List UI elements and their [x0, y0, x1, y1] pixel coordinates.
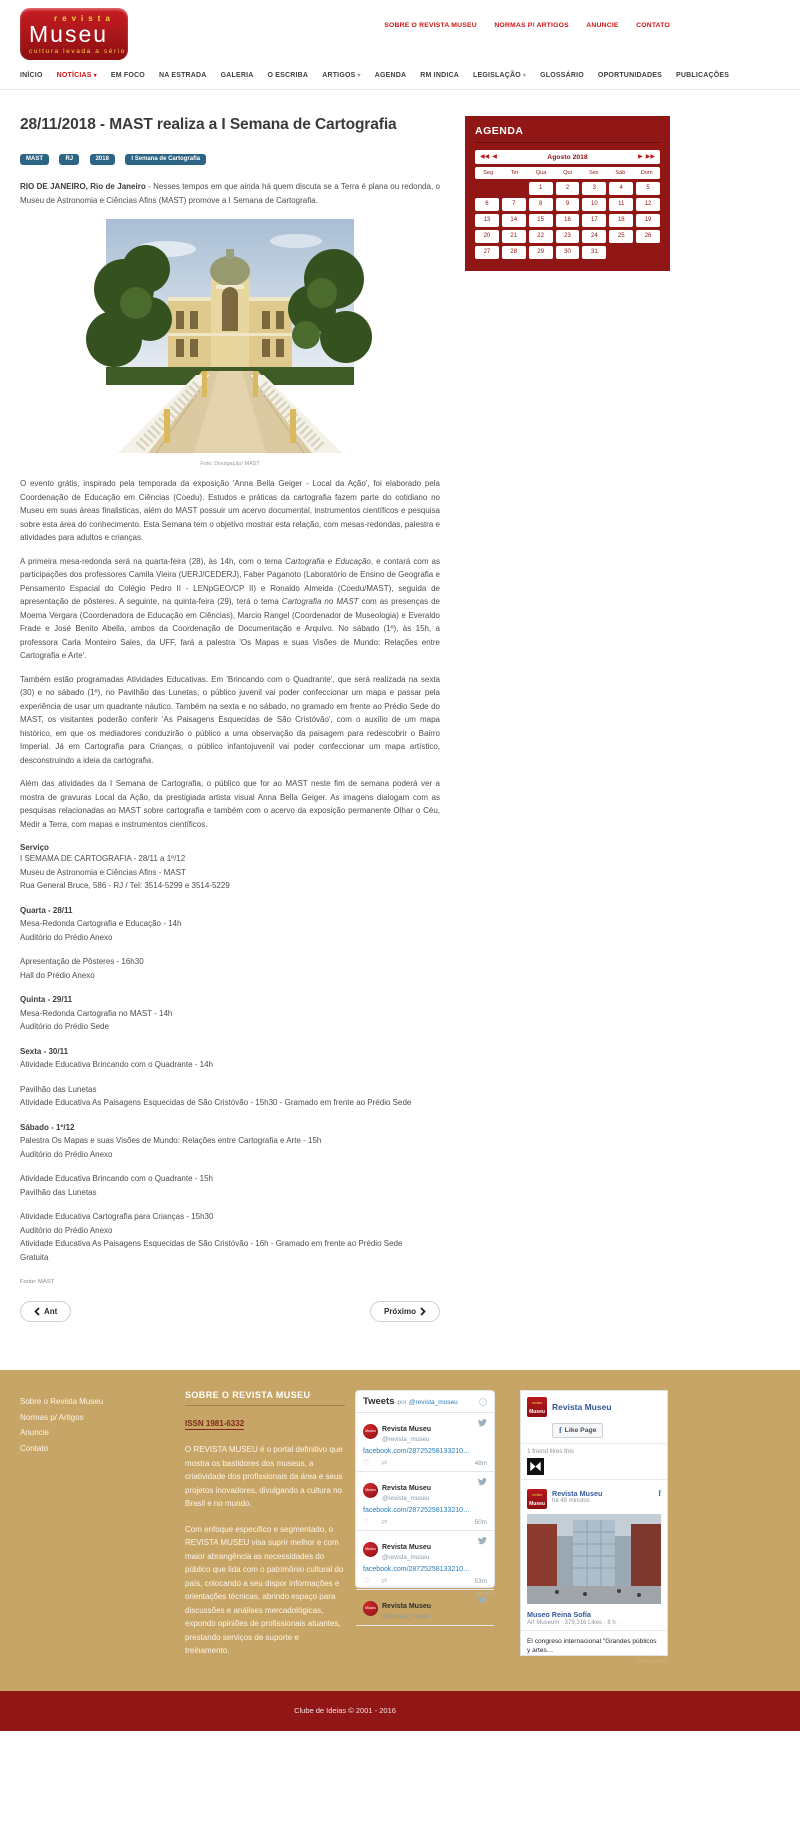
calendar-next-month-icon[interactable]: ▶: [638, 154, 643, 160]
nav-na-estrada[interactable]: NA ESTRADA: [158, 72, 207, 79]
calendar-day[interactable]: 21: [502, 230, 526, 243]
tweet: Museu Revista Museu @revista_museu facebook.com/28725258133210… ♡ ⇄ 48m: [356, 1413, 494, 1472]
nav-legislacao[interactable]: LEGISLAÇÃO ▾: [473, 72, 527, 79]
calendar-day[interactable]: 15: [529, 214, 553, 227]
calendar-nav: [475, 150, 660, 164]
issn-link[interactable]: ISSN 1981-6332: [185, 1419, 245, 1428]
calendar-grid: [475, 182, 660, 259]
avatar: Museu: [363, 1424, 378, 1439]
calendar-day[interactable]: 28: [502, 246, 526, 259]
calendar-day[interactable]: 17: [582, 214, 606, 227]
facebook-widget: [520, 1390, 668, 1665]
schedule-group: Pavilhão das Lunetas Atividade Educativa As Paisagens Esquecidas de São Cristóvão - 15h30 - Gramado em frente ao Prédio Sede: [20, 1084, 412, 1107]
prev-button[interactable]: Ant: [20, 1301, 71, 1322]
tweet-timestamp[interactable]: 48m: [474, 1459, 487, 1467]
calendar-day[interactable]: 18: [609, 214, 633, 227]
pager: [20, 1301, 440, 1322]
chevron-down-icon: ▾: [522, 73, 527, 79]
service-heading: Serviço: [20, 843, 49, 852]
calendar-day[interactable]: 23: [556, 230, 580, 243]
next-button[interactable]: Próximo: [370, 1301, 440, 1322]
nav-artigos[interactable]: ARTIGOS ▾: [322, 72, 361, 79]
calendar-day[interactable]: 6: [475, 198, 499, 211]
footer-link-normas[interactable]: Normas p/ Artigos: [20, 1412, 84, 1422]
calendar-day[interactable]: 29: [529, 246, 553, 259]
calendar-day[interactable]: 2: [556, 182, 580, 195]
post-image[interactable]: [527, 1514, 661, 1606]
calendar-day[interactable]: 27: [475, 246, 499, 259]
facebook-f-icon: f: [559, 1426, 562, 1435]
nav-publicacoes[interactable]: PUBLICAÇÕES: [675, 72, 730, 79]
footer-links: [20, 1390, 170, 1456]
tweet-link[interactable]: facebook.com/28725258133210…: [363, 1448, 471, 1455]
share-icon[interactable]: ⇄: [381, 1519, 388, 1526]
calendar-day[interactable]: 14: [502, 214, 526, 227]
chevron-left-icon: [34, 1307, 40, 1316]
photo-caption: Foto: Divulgação/ MAST: [200, 461, 260, 467]
place-meta: Art Museum · 379,316 Likes · 8 h ·: [527, 1620, 620, 1626]
info-icon[interactable]: i: [479, 1398, 487, 1406]
article-paragraph: A primeira mesa-redonda será na quarta-feira (28), às 14h, com o tema Cartografia e Educação, e contará com as participações dos professores Camila Vieira (UERJ/CEDERJ), Faber Paganoto (Laboratório de Ensino de Geografia e Pensamento Espacial do Colégio Pedro II - LENpGEO/CP II) e Ronaldo Almeida (Coedu/MAST), seguida de apresentação de pôsteres. A seguinte, na quinta-feira (29), terá o tema Cartografia no MAST com as presenças de Moema Vergara (Coordenadora de Educação em Ciências), Marcio Rangel (Coordenador de Museologia) e Everaldo Frade e José Benito Abella, ambos da Coordenação de Documentação e Arquivo. No sábado (1º), às 15h, a professora Carla Monteiro Sales, da UFF, fará a palestra 'Os Mapas e suas Visões de Mundo: Relações entre Cartografia e Arte'.: [20, 556, 441, 660]
tweet-link[interactable]: facebook.com/28725258133210…: [363, 1566, 471, 1573]
tweet: Museu Revista Museu @revista_museu facebook.com/28725258133210… ♡ ⇄ 53m: [356, 1531, 494, 1590]
nav-inicio[interactable]: INÍCIO: [20, 72, 43, 79]
service-line: Rua General Bruce, 586 - RJ / Tel: 3514-5299 e 3514-5229: [20, 881, 230, 890]
friend-avatar[interactable]: [527, 1458, 544, 1475]
calendar-cell: [475, 182, 499, 195]
footer-link-sobre[interactable]: Sobre o Revista Museu: [20, 1397, 104, 1406]
footer-link-contato[interactable]: Contato: [20, 1443, 49, 1453]
copyright-bar: [0, 1691, 800, 1731]
site-header: [0, 0, 690, 60]
tag-rj[interactable]: RJ: [59, 154, 79, 165]
twitter-bird-icon: [477, 1536, 487, 1545]
heart-icon[interactable]: ♡: [363, 1519, 370, 1526]
schedule-group: Apresentação de Pôsteres - 16h30 Hall do Prédio Anexo: [20, 957, 144, 980]
schedule-group: Atividade Educativa Cartografia para Crianças - 15h30 Auditório do Prédio Anexo Atividade Educativa As Paisagens Esquecidas de São Cristóvão - 16h - Gramado em frente ao Prédio Sede Gratuita: [20, 1212, 403, 1262]
facebook-f-icon: f: [658, 1489, 661, 1498]
twitter-handle-link[interactable]: @revista_museu: [408, 1399, 458, 1406]
calendar-day-headers: Seg Ter Qua Qui Sex Sáb Dom: [475, 167, 660, 179]
calendar-day[interactable]: 25: [609, 230, 633, 243]
tweet-handle[interactable]: @revista_museu: [382, 1436, 430, 1443]
footer-about: [185, 1390, 345, 1658]
share-icon[interactable]: ⇄: [381, 1460, 388, 1467]
top-links: [371, 8, 670, 60]
tag-2018[interactable]: 2018: [90, 154, 115, 165]
article-lead: RIO DE JANEIRO, Rio de Janeiro - Nesses tempos em que ainda há quem discuta se a Terra é plana ou redonda, o Museu de Astronomia e Ciências Afins (MAST) promove a I Semana de Cartografia.: [20, 182, 440, 205]
nav-noticias[interactable]: NOTÍCIAS ▾: [56, 72, 97, 79]
schedule-group: Quinta - 29/11 Mesa-Redonda Cartografia no MAST - 14h Auditório do Prédio Sede: [20, 995, 173, 1031]
schedule-group: Quarta - 28/11 Mesa-Redonda Cartografia e Educação - 14h Auditório do Prédio Anexo: [20, 905, 182, 942]
tag-semana-cartografia[interactable]: I Semana de Cartografia: [125, 154, 206, 165]
twitter-widget-note[interactable]: go here: [476, 1591, 495, 1597]
avatar: Museu: [363, 1483, 378, 1498]
schedule-group: Sábado - 1º/12 Palestra Os Mapas e suas Visões de Mundo: Relações entre Cartografia e Arte - 15h Auditório do Prédio Anexo: [20, 1122, 322, 1159]
calendar-day[interactable]: 4: [609, 182, 633, 195]
calendar-day[interactable]: 31: [582, 246, 606, 259]
logo-big-text: Museu: [29, 21, 109, 47]
chevron-down-icon: ▾: [357, 73, 361, 79]
article-photo: [106, 219, 354, 467]
place-name[interactable]: Museo Reina Sofía: [527, 1610, 591, 1619]
calendar-day[interactable]: 13: [475, 214, 499, 227]
article: [20, 116, 440, 1322]
friends-note: 1 friend likes this: [527, 1448, 574, 1455]
museum-courtyard-illustration: [527, 1514, 661, 1604]
chevron-down-icon: ▾: [93, 73, 97, 79]
article-source: Fonte: MAST: [20, 1279, 55, 1285]
calendar-day[interactable]: 22: [529, 230, 553, 243]
tag-mast[interactable]: MAST: [20, 154, 49, 165]
tweet-timestamp[interactable]: 50m: [474, 1518, 487, 1526]
calendar-day[interactable]: 5: [636, 182, 660, 195]
butterfly-icon: [527, 1458, 544, 1475]
footer-about-paragraph: Com enfoque específico e segmentado, o REVISTA MUSEU visa suprir melhor e com maior abrangência as necessidades do público que lida com o patrimônio cultural do país, colocando a seu dispor informações e orientações técnicas, abrindo espaço para discussões e análises mercadológicas, expondo opiniões de profissionais atuantes, prestando serviços de suporte e treinamento.: [185, 1524, 344, 1655]
calendar-day[interactable]: 7: [502, 198, 526, 211]
tweet-link[interactable]: facebook.com/28725258133210…: [363, 1507, 471, 1514]
schedule-group: Sexta - 30/11 Atividade Educativa Brincando com o Quadrante - 14h: [20, 1046, 214, 1069]
calendar-day[interactable]: 26: [636, 230, 660, 243]
page-title: 28/11/2018 - MAST realiza a I Semana de Cartografia: [20, 116, 397, 133]
nav-rm-indica[interactable]: RM INDICA: [420, 72, 459, 79]
calendar-day[interactable]: 24: [582, 230, 606, 243]
service-line: I SEMAMA DE CARTOGRAFIA - 28/11 a 1º/12: [20, 854, 186, 863]
facebook-widget-note[interactable]: contact them: [636, 1659, 668, 1665]
nav-oportunidades[interactable]: OPORTUNIDADES: [597, 72, 662, 79]
footer-about-heading: SOBRE O REVISTA MUSEU: [185, 1390, 345, 1406]
service-line: Museu de Astronomia e Ciências Afins - MAST: [20, 867, 186, 877]
tag-list: [20, 147, 440, 165]
twitter-widget: [355, 1390, 495, 1620]
avatar: Museu: [363, 1542, 378, 1557]
calendar-day[interactable]: 30: [556, 246, 580, 259]
facebook-post: [521, 1479, 667, 1630]
calendar-day[interactable]: 3: [582, 182, 606, 195]
footer: [0, 1370, 800, 1691]
article-paragraph: Também estão programadas Atividades Educativas. Em 'Brincando com o Quadrante', que será realizada na sexta (30) e no sábado (1º), no Pavilhão das Lunetas, o público juvenil vai poder confeccionar um mapa e passar pela experiência de usar um quadrante náutico. Também na sexta e no sábado, no gramado em frente ao Prédio Sede do MAST, os visitantes poderão conferir 'As Paisagens Esquecidas de São Cristóvão', com o auxílio de um mapa histórico, em que os mediadores conduzirão o público a uma observação da paisagem para redescobrir o Bairro Imperial. Já em Cartografia para Crianças, o público infantojuvenil vai poder confeccionar um mapa artístico, desconstruindo a ideia da cartografia.: [20, 674, 440, 765]
tweet: Museu Revista Museu @revista_museu: [356, 1590, 494, 1626]
calendar-cell: [502, 182, 526, 195]
top-link-contato[interactable]: CONTATO: [636, 22, 670, 29]
main-nav: [0, 64, 800, 90]
calendar-day[interactable]: 20: [475, 230, 499, 243]
nav-o-escriba[interactable]: O ESCRIBA: [267, 72, 309, 79]
nav-agenda[interactable]: AGENDA: [374, 72, 407, 79]
schedule-group: Atividade Educativa Brincando com o Quadrante - 15h Pavilhão das Lunetas: [20, 1174, 214, 1197]
top-link-sobre[interactable]: SOBRE O REVISTA MUSEU: [384, 22, 477, 29]
twitter-bird-icon: [477, 1477, 487, 1486]
main-content: [0, 116, 690, 1322]
calendar-next-year-icon[interactable]: ▶▶: [645, 154, 655, 160]
calendar-day[interactable]: 19: [636, 214, 660, 227]
logo-tagline: cultura levada a sério: [29, 48, 126, 55]
agenda-title: AGENDA: [475, 125, 660, 143]
tweet-handle[interactable]: @revista_museu: [382, 1554, 430, 1561]
tweet-timestamp[interactable]: 53m: [474, 1577, 487, 1585]
calendar-month-label: Agosto 2018: [547, 153, 588, 161]
post-timestamp: há 48 minutos: [552, 1498, 590, 1504]
logo-small-text: revista: [54, 14, 115, 23]
nav-glossario[interactable]: GLOSSÁRIO: [540, 72, 584, 79]
facebook-page-name[interactable]: Revista Museu: [552, 1402, 612, 1412]
heart-icon[interactable]: ♡: [363, 1578, 370, 1585]
footer-about-paragraph: O REVISTA MUSEU é o portal definitivo que mostra os bastidores dos museus, a criatividade dos profissionais da área e seus projetos inovadores, divulgando a cultura no Brasil e no mundo.: [185, 1445, 343, 1508]
article-paragraph: Além das atividades da I Semana de Cartografia, o público que for ao MAST neste fim de semana poderá ver a mostra de gravuras Local da Ação, da prestigiada artista visual Anna Bella Geiger. As imagens dialogam com as pesquisas relacionadas ao MAST sobre cartografia e também com o acervo da exposição permanente Olhar o Céu, Medir a Terra, com mapas e instrumentos científicos.: [20, 779, 440, 829]
calendar-day[interactable]: 8: [529, 198, 553, 211]
top-link-anuncie[interactable]: ANUNCIE: [586, 22, 619, 29]
nav-em-foco[interactable]: EM FOCO: [110, 72, 145, 79]
tweet-handle[interactable]: @revista_museu: [382, 1613, 430, 1620]
top-link-normas[interactable]: NORMAS P/ ARTIGOS: [494, 22, 569, 29]
heart-icon[interactable]: ♡: [363, 1460, 370, 1467]
tweet-handle[interactable]: @revista_museu: [382, 1495, 430, 1502]
twitter-widget-header: Tweets por @revista_museu i: [356, 1391, 494, 1413]
calendar-prev-month-icon[interactable]: ◀: [492, 154, 497, 160]
calendar-day[interactable]: 1: [529, 182, 553, 195]
facebook-page-logo: revista Museu: [527, 1397, 547, 1417]
calendar-day[interactable]: 12: [636, 198, 660, 211]
post-text: El congreso internacional "Grandes públicos y artes…: [527, 1638, 657, 1654]
nav-galeria[interactable]: GALERIA: [220, 72, 254, 79]
agenda-widget: [465, 116, 670, 271]
site-logo[interactable]: [20, 8, 128, 60]
avatar: Museu: [363, 1601, 378, 1616]
share-icon[interactable]: ⇄: [381, 1578, 388, 1585]
calendar-day[interactable]: 11: [609, 198, 633, 211]
calendar-cell: [609, 246, 633, 259]
chevron-right-icon: [420, 1307, 426, 1316]
twitter-bird-icon: [477, 1418, 487, 1427]
copyright-text: Clube de Ideias © 2001 - 2016: [294, 1706, 396, 1715]
avatar: revista Museu: [527, 1489, 547, 1509]
calendar-day[interactable]: 10: [582, 198, 606, 211]
footer-link-anuncie[interactable]: Anuncie: [20, 1428, 49, 1437]
article-paragraph: O evento grátis, inspirado pela temporada da exposição 'Anna Bella Geiger - Local da Ação', foi elaborado pela Coordenação de Educação em Ciências (Coedu). Estudos e práticas da cartografia fazem parte do cotidiano no Museu em suas áreas finalisticas, além do MAST possuir um acervo documental, instrumentos científicos e pesquisa sobre esta área do conhecimento. Esta Semana tem o objetivo mostrar esta relação, com mesas-redondas, palestra e atividades para adultos e crianças.: [20, 479, 440, 542]
calendar-cell: [636, 246, 660, 259]
twitter-bird-icon: [477, 1595, 487, 1604]
like-page-button[interactable]: f Like Page: [552, 1423, 603, 1438]
calendar-day[interactable]: 16: [556, 214, 580, 227]
mast-building-illustration: [106, 219, 354, 453]
post-author[interactable]: Revista Museu: [552, 1489, 603, 1498]
calendar-prev-year-icon[interactable]: ◀◀: [480, 154, 490, 160]
calendar-day[interactable]: 9: [556, 198, 580, 211]
tweet: Museu Revista Museu @revista_museu facebook.com/28725258133210… ♡ ⇄ 50m: [356, 1472, 494, 1531]
